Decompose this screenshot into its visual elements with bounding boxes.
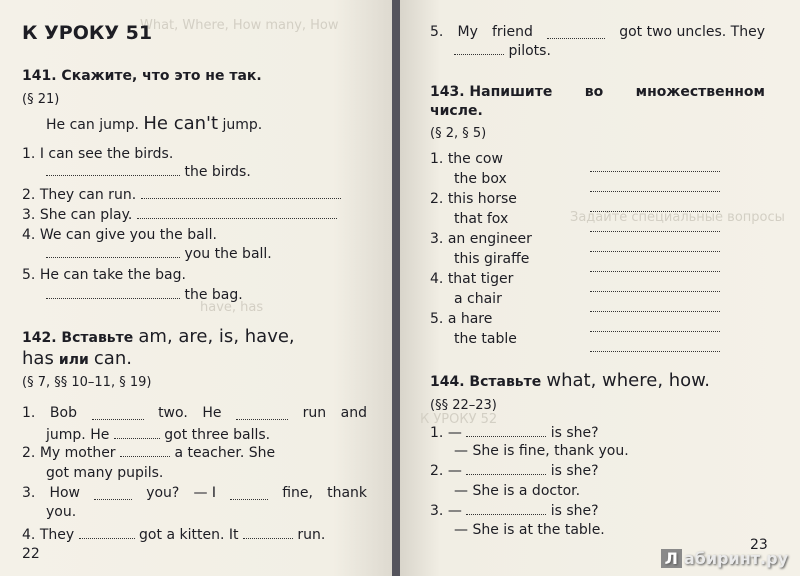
exercise-142-ref: (§ 7, §§ 10–11, § 19) [22,375,152,390]
blank[interactable] [590,237,720,256]
blank[interactable] [94,487,132,500]
list-item: 3. She can play. [22,205,337,225]
blank[interactable] [236,407,288,420]
blank[interactable] [590,157,720,176]
exercise-144-ref: (§§ 22–23) [430,398,497,413]
list-item: 2. — is she? [430,463,599,479]
blank[interactable] [141,186,341,199]
list-item: 5. a hare [430,311,493,327]
list-item: 1. Bob two. He run and [22,405,367,421]
list-item: 5. He can take the bag. [22,267,186,283]
blank[interactable] [46,163,180,176]
right-page [400,0,800,576]
blank[interactable] [590,217,720,236]
list-item: 4. that tiger [430,271,514,287]
bleed-through-text: What, Where, How many, How [140,18,339,33]
exercise-141-ref: (§ 21) [22,92,60,107]
answer-line: — She is at the table. [454,522,605,538]
blank[interactable] [46,286,180,299]
left-page [0,0,392,576]
list-item: 4. We can give you the ball. [22,227,217,243]
blank[interactable] [547,26,605,39]
example-answer: He can't [143,113,219,134]
list-item-continued: the box [454,171,507,187]
blank[interactable] [137,206,337,219]
list-item: 1. the cow [430,151,503,167]
blank[interactable] [590,297,720,316]
blank[interactable] [590,257,720,276]
bleed-through-text: have, has [200,300,264,315]
list-item: 2. My mother a teacher. She [22,445,276,461]
blank[interactable] [466,502,546,515]
exercise-142-title-line2: has или can. [22,348,132,369]
example-line [46,114,262,135]
blank[interactable] [92,407,144,420]
list-item-continued: got many pupils. [46,465,164,481]
blank[interactable] [454,42,504,55]
exercise-143-title-line2: числе. [430,103,483,119]
answer-line: the birds. [46,162,251,182]
list-item: 1. — is she? [430,425,599,441]
blank[interactable] [79,526,135,539]
list-item: 1. I can see the birds. [22,146,174,162]
exercise-141-title: 141. Скажите, что это не так. [22,68,262,84]
bleed-through-text: Задайте специальные вопросы [570,210,785,225]
blank[interactable] [46,245,180,258]
list-item: 2. They can run. [22,185,341,205]
blank[interactable] [590,317,720,336]
list-item-continued: you. [46,504,77,520]
bleed-through-text: К УРОКУ 52 [420,412,498,427]
page-number-right: 23 [750,537,768,553]
lesson-header: К УРОКУ 51 [22,22,153,44]
list-item: 3. an engineer [430,231,532,247]
list-item: 5. My friend got two uncles. They [430,24,765,40]
book-spine [392,0,400,576]
answer-line: you the ball. [46,244,272,264]
blank[interactable] [590,177,720,196]
blank[interactable] [243,526,293,539]
blank[interactable] [230,487,268,500]
exercise-144-title: 144. Вставьте what, where, how. [430,370,710,391]
list-item: 2. this horse [430,191,517,207]
page-number-left: 22 [22,546,40,562]
example-tail: jump. [222,117,263,133]
list-item-continued: this giraffe [454,251,530,267]
answer-line: — She is fine, thank you. [454,443,629,459]
list-item: 4. They got a kitten. It run. [22,527,326,543]
exercise-143-title: 143. Напишите во множественном [430,84,765,100]
list-item-continued: jump. He got three balls. [46,427,271,443]
list-item-continued: a chair [454,291,502,307]
list-item-continued: pilots. [454,41,551,61]
blank[interactable] [466,462,546,475]
list-item: 3. — is she? [430,503,599,519]
answer-line: the bag. [46,285,243,305]
list-item-continued: that fox [454,211,509,227]
exercise-142-title: 142. Вставьте am, are, is, have, [22,326,295,347]
blank[interactable] [120,444,170,457]
list-item: 3. How you? — I fine, thank [22,485,367,501]
blank[interactable] [590,197,720,216]
blank[interactable] [590,337,720,356]
example-text: He can jump. [46,117,139,133]
answer-line: — She is a doctor. [454,483,581,499]
list-item-continued: the table [454,331,517,347]
watermark-logo: Л абиринт.ру [661,549,788,568]
blank[interactable] [590,277,720,296]
blank[interactable] [466,424,546,437]
exercise-143-ref: (§ 2, § 5) [430,126,487,141]
blank[interactable] [114,426,160,439]
